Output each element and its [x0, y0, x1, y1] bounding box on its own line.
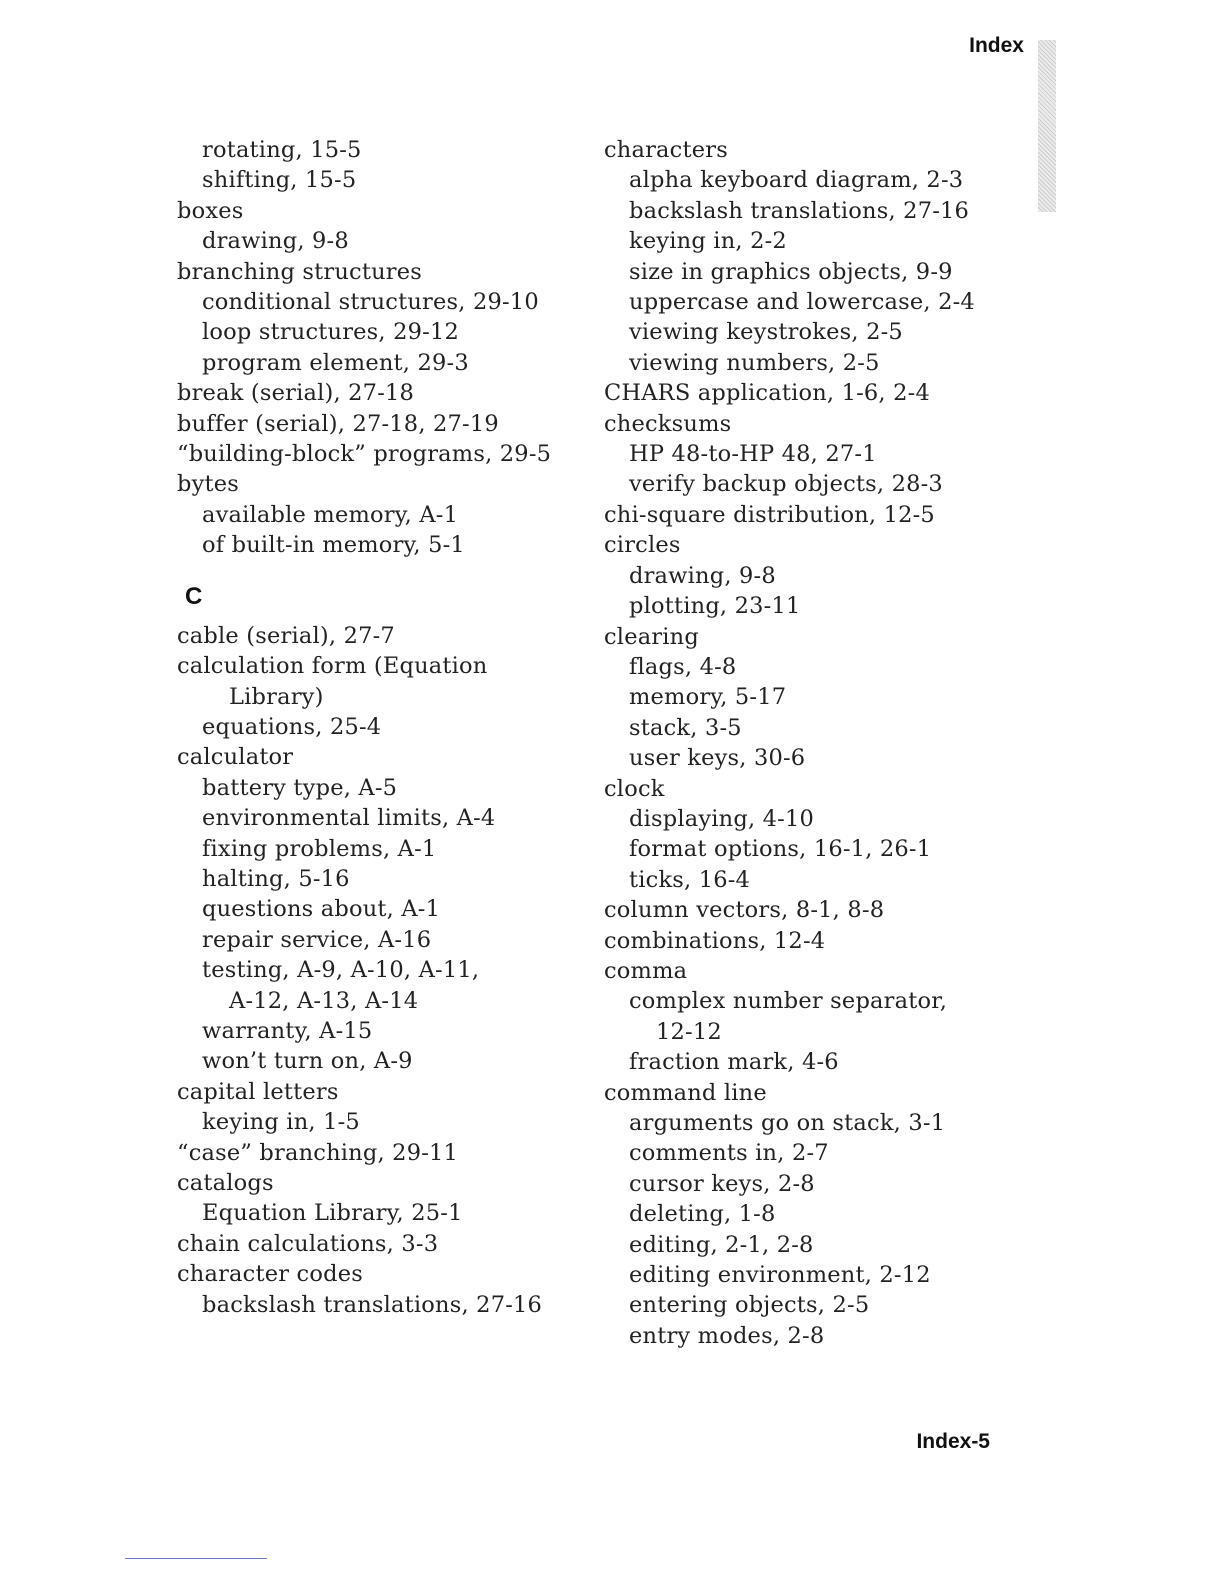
index-subentry: complex number separator, — [629, 988, 948, 1015]
index-subentry: flags, 4-8 — [629, 653, 737, 680]
index-subentry: questions about, A-1 — [202, 896, 441, 923]
index-subentry: cursor keys, 2-8 — [629, 1170, 815, 1197]
index-entry: characters — [604, 137, 728, 163]
footer-rule — [125, 1558, 267, 1559]
index-column-right — [604, 135, 1004, 1351]
index-subentry: viewing keystrokes, 2-5 — [629, 319, 903, 346]
index-subentry: alpha keyboard diagram, 2-3 — [629, 167, 964, 194]
index-subentry: drawing, 9-8 — [629, 562, 776, 589]
page-number: Index-5 — [916, 1430, 990, 1453]
index-entry: checksums — [604, 410, 732, 437]
index-entry: CHARS application, 1-6, 2-4 — [604, 380, 930, 407]
index-subentry: verify backup objects, 28-3 — [629, 471, 943, 498]
index-entry: “case” branching, 29-11 — [177, 1139, 459, 1166]
index-subentry: uppercase and lowercase, 2-4 — [629, 289, 975, 316]
index-subentry: 12-12 — [656, 1018, 722, 1045]
index-entry: combinations, 12-4 — [604, 927, 826, 954]
index-subentry: entering objects, 2-5 — [629, 1292, 870, 1319]
index-subentry: available memory, A-1 — [202, 501, 459, 528]
index-subentry: testing, A-9, A-10, A-11, — [202, 957, 480, 984]
index-entry: buffer (serial), 27-18, 27-19 — [177, 410, 499, 437]
index-subentry: loop structures, 29-12 — [202, 319, 459, 346]
index-subentry: keying in, 1-5 — [202, 1109, 360, 1136]
index-entry: calculator — [177, 744, 294, 771]
index-subentry: comments in, 2-7 — [629, 1140, 829, 1167]
index-subentry: halting, 5-16 — [202, 865, 350, 892]
index-entries-c-continued — [604, 135, 1004, 1351]
index-subentry: arguments go on stack, 3-1 — [629, 1110, 946, 1136]
index-subentry: rotating, 15-5 — [202, 137, 362, 163]
index-column-left — [177, 135, 577, 1320]
index-subentry: HP 48-to-HP 48, 27-1 — [629, 441, 877, 468]
section-letter-c: C — [185, 582, 203, 610]
index-entry: comma — [604, 957, 688, 984]
index-subentry: entry modes, 2-8 — [629, 1322, 825, 1349]
index-entry: chain calculations, 3-3 — [177, 1230, 439, 1257]
index-subentry: editing, 2-1, 2-8 — [629, 1231, 814, 1258]
index-entry: “building-block” programs, 29-5 — [177, 441, 552, 468]
index-subentry: Library) — [229, 683, 324, 710]
index-subentry: fixing problems, A-1 — [202, 835, 437, 862]
index-subentry: repair service, A-16 — [202, 926, 432, 953]
index-subentry: size in graphics objects, 9-9 — [629, 258, 953, 285]
index-entry: catalogs — [177, 1170, 274, 1196]
index-subentry: equations, 25-4 — [202, 713, 382, 740]
index-entry: boxes — [177, 197, 244, 224]
index-subentry: backslash translations, 27-16 — [629, 197, 970, 224]
index-subentry: ticks, 16-4 — [629, 866, 751, 893]
index-entry: branching structures — [177, 258, 422, 285]
index-subentry: conditional structures, 29-10 — [202, 289, 539, 316]
index-entry: column vectors, 8-1, 8-8 — [604, 897, 885, 924]
index-subentry: A-12, A-13, A-14 — [229, 987, 419, 1014]
index-subentry: viewing numbers, 2-5 — [629, 349, 880, 376]
index-subentry: keying in, 2-2 — [629, 228, 787, 255]
index-subentry: displaying, 4-10 — [629, 805, 815, 832]
index-subentry: of built-in memory, 5-1 — [202, 532, 465, 559]
running-head: Index — [969, 34, 1024, 57]
index-entry: calculation form (Equation — [177, 653, 488, 680]
index-entry: cable (serial), 27-7 — [177, 622, 395, 649]
index-entry: circles — [604, 532, 681, 559]
index-entries-c — [177, 621, 577, 1320]
index-subentry: deleting, 1-8 — [629, 1201, 776, 1228]
index-entry: clearing — [604, 623, 699, 650]
index-subentry: environmental limits, A-4 — [202, 805, 496, 832]
index-subentry: memory, 5-17 — [629, 684, 787, 711]
index-entry: clock — [604, 775, 665, 802]
index-subentry: program element, 29-3 — [202, 349, 469, 376]
index-subentry: backslash translations, 27-16 — [202, 1291, 543, 1318]
index-entry: chi-square distribution, 12-5 — [604, 501, 935, 528]
index-subentry: user keys, 30-6 — [629, 745, 806, 772]
index-subentry: won’t turn on, A-9 — [202, 1048, 413, 1075]
index-subentry: shifting, 15-5 — [202, 167, 357, 194]
index-subentry: drawing, 9-8 — [202, 228, 349, 255]
index-entry: break (serial), 27-18 — [177, 380, 415, 407]
index-subentry: format options, 16-1, 26-1 — [629, 836, 932, 863]
index-subentry: stack, 3-5 — [629, 714, 742, 741]
index-entry: bytes — [177, 471, 240, 498]
index-subentry: Equation Library, 25-1 — [202, 1200, 463, 1227]
index-entries-b — [177, 135, 577, 561]
index-subentry: plotting, 23-11 — [629, 593, 801, 620]
index-entry: capital letters — [177, 1078, 339, 1105]
index-subentry: warranty, A-15 — [202, 1017, 373, 1044]
index-entry: character codes — [177, 1261, 363, 1288]
index-subentry: fraction mark, 4-6 — [629, 1049, 839, 1076]
index-entry: command line — [604, 1079, 767, 1106]
index-subentry: battery type, A-5 — [202, 774, 398, 801]
index-subentry: editing environment, 2-12 — [629, 1262, 931, 1289]
thumb-index-tab — [1038, 40, 1056, 212]
